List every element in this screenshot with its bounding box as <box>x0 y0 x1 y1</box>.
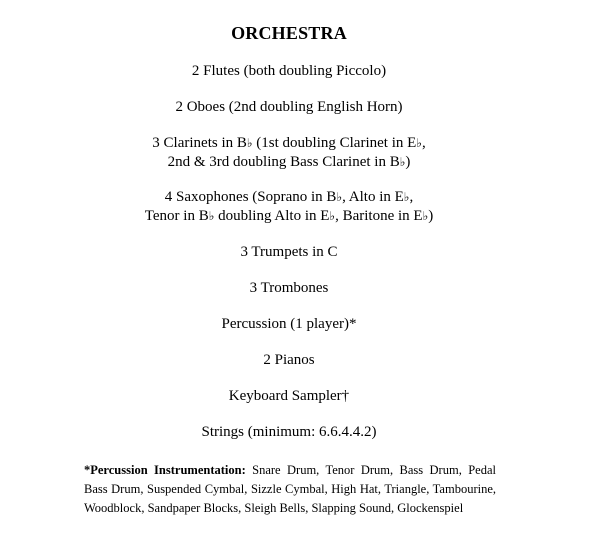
instrument-entry-flutes <box>0 62 578 81</box>
instrument-entry-trombones <box>0 279 578 298</box>
instrument-entry-clarinets <box>0 134 578 172</box>
flat-sign: ♭ <box>329 209 336 223</box>
flat-sign: ♭ <box>422 209 429 223</box>
instrument-line: 2 Oboes (2nd doubling English Horn) <box>175 99 403 115</box>
instrument-line: 3 Trombones <box>249 280 329 296</box>
flat-sign: ♭ <box>399 155 406 169</box>
instrument-entry-oboes <box>0 98 578 117</box>
instrument-line: Keyboard Sampler† <box>228 388 350 404</box>
footnote-label: *Percussion Instrumentation: <box>84 463 246 477</box>
instrument-line: 2 Pianos <box>263 352 315 368</box>
instrument-line: 3 Trumpets in C <box>240 244 338 260</box>
instrument-line: 4 Saxophones (Soprano in B♭, Alto in E♭, <box>164 189 414 205</box>
instrument-line: 2nd & 3rd doubling Bass Clarinet in B♭) <box>167 154 411 170</box>
flat-sign: ♭ <box>336 190 343 204</box>
flat-sign: ♭ <box>403 190 410 204</box>
instrument-entry-trumpets <box>0 243 578 262</box>
instrument-entry-pianos <box>0 351 578 370</box>
instrument-entry-saxophones <box>0 188 578 226</box>
instrument-line: 2 Flutes (both doubling Piccolo) <box>191 63 387 79</box>
instrument-entry-percussion <box>0 315 578 334</box>
percussion-footnote <box>84 461 496 518</box>
instrument-line: Percussion (1 player)* <box>221 316 357 332</box>
instrument-line: 3 Clarinets in B♭ (1st doubling Clarinet in E♭, <box>152 135 426 151</box>
instrument-line: Tenor in B♭ doubling Alto in E♭, Baritone in E♭) <box>144 208 434 224</box>
instrument-entry-keyboard-sampler <box>0 387 578 406</box>
instrument-entry-strings <box>0 423 578 442</box>
flat-sign: ♭ <box>208 209 215 223</box>
page-title: ORCHESTRA <box>231 23 347 43</box>
instrument-line: Strings (minimum: 6.6.4.4.2) <box>201 424 377 440</box>
flat-sign: ♭ <box>416 136 422 150</box>
footnote-text: Snare Drum, Tenor Drum, Bass Drum, Pedal Bass Drum, Suspended Cymbal, Sizzle Cymbal, High Hat, Triangle, Tambourine, Woodblock, Sandpaper Blocks, Sleigh Bells, Slapping Sound, Glockenspiel <box>84 463 496 515</box>
flat-sign: ♭ <box>246 136 253 150</box>
